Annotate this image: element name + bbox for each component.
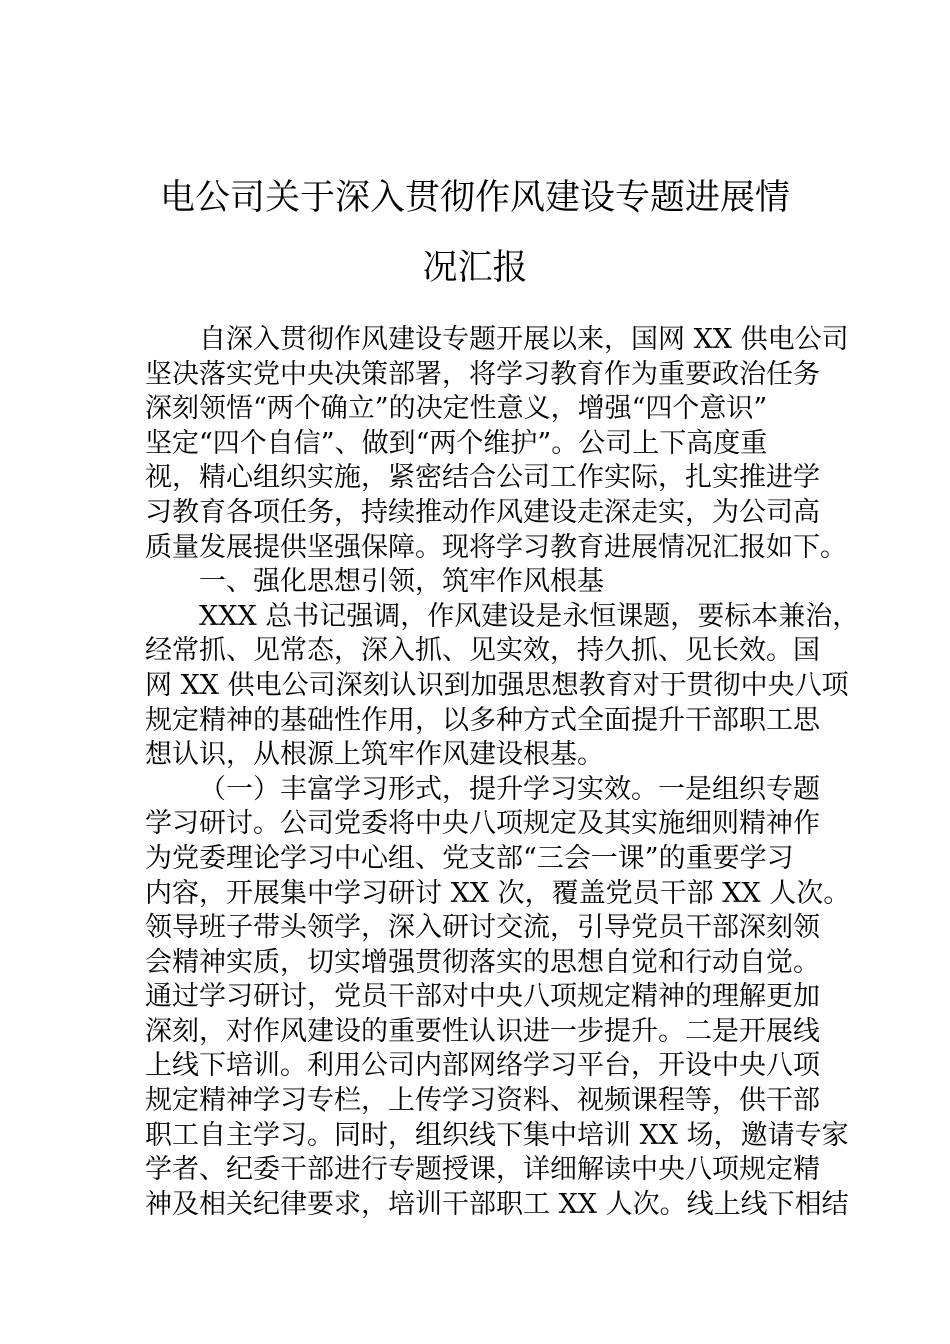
paragraph-line: 通过学习研讨，党员干部对中央八项规定精神的理解更加	[145, 981, 820, 1013]
paragraph-line: 神及相关纪律要求，培训干部职工 XX 人次。线上线下相结	[145, 1188, 849, 1220]
paragraph-line: （一）丰富学习形式，提升学习实效。一是组织专题	[199, 773, 820, 805]
title-line-1: 电公司关于深入贯彻作风建设专题进展情	[159, 178, 790, 218]
paragraph-line: 习教育各项任务，持续推动作风建设走深走实，为公司高	[145, 496, 820, 528]
paragraph-line: 规定精神的基础性作用，以多种方式全面提升干部职工思	[145, 704, 820, 736]
paragraph-line: 深刻领悟“两个确立”的决定性意义，增强“四个意识”	[145, 393, 768, 425]
paragraph-line: 学习研讨。公司党委将中央八项规定及其实施细则精神作	[145, 808, 820, 840]
paragraph-line: 为党委理论学习中心组、党支部“三会一课”的重要学习	[145, 842, 794, 874]
paragraph-line: XXX 总书记强调，作风建设是永恒课题，要标本兼治，	[199, 600, 860, 632]
paragraph-line: 深刻，对作风建设的重要性认识进一步提升。二是开展线	[145, 1015, 820, 1047]
paragraph-line: 想认识，从根源上筑牢作风建设根基。	[145, 739, 604, 771]
paragraph-line: 视，精心组织实施，紧密结合公司工作实际，扎实推进学	[145, 462, 820, 494]
paragraph-line: 坚决落实党中央决策部署，将学习教育作为重要政治任务	[145, 358, 820, 390]
paragraph-line: 质量发展提供坚强保障。现将学习教育进展情况汇报如下。	[145, 531, 847, 563]
paragraph-line: 经常抓、见常态，深入抓、见实效，持久抓、见长效。国	[145, 635, 820, 667]
paragraph-line: 网 XX 供电公司深刻认识到加强思想教育对于贯彻中央八项	[145, 669, 849, 701]
paragraph-line: 自深入贯彻作风建设专题开展以来，国网 XX 供电公司	[199, 324, 849, 355]
document-body	[145, 323, 860, 1222]
paragraph-line: 规定精神学习专栏，上传学习资料、视频课程等，供干部	[145, 1085, 820, 1117]
paragraph-line: 上线下培训。利用公司内部网络学习平台，开设中央八项	[145, 1050, 820, 1082]
paragraph-line: 职工自主学习。同时，组织线下集中培训 XX 场，邀请专家	[145, 1119, 849, 1151]
title-line-2: 况汇报	[422, 248, 528, 288]
paragraph-line: 坚定“四个自信”、做到“两个维护”。公司上下高度重	[145, 427, 768, 459]
paragraph-line: 学者、纪委干部进行专题授课，详细解读中央八项规定精	[145, 1154, 820, 1186]
section-heading: 一、强化思想引领，筑牢作风根基	[199, 566, 604, 598]
document-title	[0, 163, 950, 303]
paragraph-line: 领导班子带头领学，深入研讨交流，引导党员干部深刻领	[145, 912, 820, 944]
paragraph-line: 内容，开展集中学习研讨 XX 次，覆盖党员干部 XX 人次。	[145, 877, 851, 909]
paragraph-line: 会精神实质，切实增强贯彻落实的思想自觉和行动自觉。	[145, 946, 820, 978]
